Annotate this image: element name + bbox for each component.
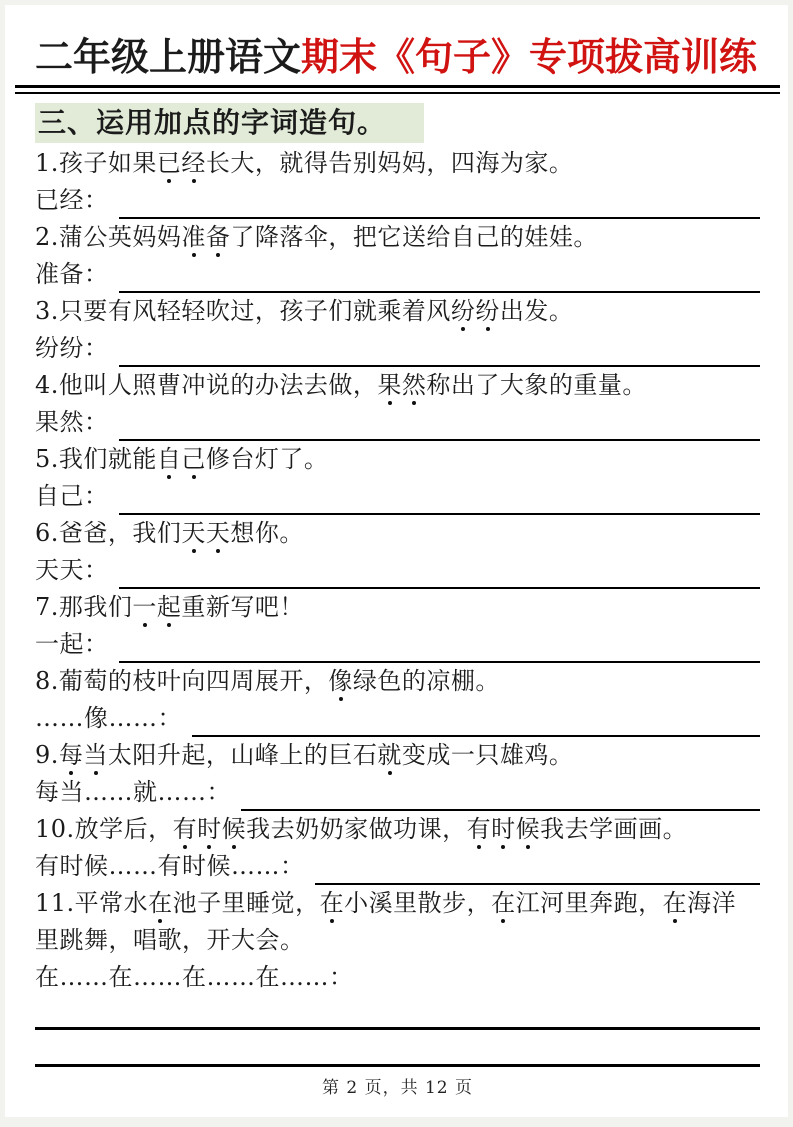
emphasized-char: 备 [205,222,231,251]
sentence-text: 8.葡萄的枝叶向四周展开，像绿色的凉棚。 [35,666,500,695]
emphasized-char: 天 [181,518,206,547]
exercise-item [35,885,760,996]
answer-blank-line [119,410,761,441]
answer-row [35,478,760,515]
answer-row [35,330,760,367]
sentence-text: 3.只要有风轻轻吹过，孩子们就乘着风纷纷出发。 [35,296,574,325]
emphasized-char: 纷 [450,296,476,325]
sentence-text: 2.蒲公英妈妈准备了降落伞，把它送给自己的娃娃。 [35,222,598,251]
emphasized-char: 起 [156,592,182,621]
emphasized-char: 天 [205,518,231,547]
answer-blank-line [119,188,761,219]
answer-row [35,626,760,663]
exercise-item [35,441,760,515]
answer-blank-line [119,262,761,293]
answer-prompt: 在……在……在……在……： [35,962,354,991]
emphasized-char: 在 [662,888,688,917]
sentence-text: 11.平常水在池子里睡觉，在小溪里散步，在江河里奔跑，在海洋里跳舞，唱歌，开大会。 [35,888,737,954]
emphasized-char: 果 [377,370,402,399]
item-number: 4. [35,370,59,399]
answer-prompt: 每当……就……： [35,777,231,806]
emphasized-char: 时 [491,814,516,843]
page-number: 第 2 页，共 12 页 [321,1077,474,1098]
answer-blank-line [119,632,761,663]
answer-row [35,182,760,219]
emphasized-char: 己 [181,444,206,473]
answer-prompt: 准备： [35,259,109,288]
section-heading: 三、运用加点的字词造句。 [35,103,424,143]
answer-row [35,959,760,996]
title-divider [15,85,780,94]
exercise-item [35,515,760,589]
emphasized-char: 经 [181,148,206,177]
answer-row [35,404,760,441]
answer-row [35,552,760,589]
item-number: 3. [35,296,59,325]
exercise-item [35,145,760,219]
item-number: 10. [35,814,75,843]
sentence-text: 9.每当太阳升起，山峰上的巨石就变成一只雄鸡。 [35,740,574,769]
answer-row [35,700,760,737]
answer-prompt: ……像……： [35,703,182,732]
item-number: 5. [35,444,59,473]
emphasized-char: 然 [401,370,427,399]
emphasized-char: 候 [515,814,541,843]
item-number: 7. [35,592,59,621]
exercise-list [35,145,760,996]
answer-prompt: 自己： [35,481,109,510]
exercise-item [35,663,760,737]
emphasized-char: 准 [181,222,206,251]
answer-blank-line [119,558,761,589]
answer-blank-line [119,336,761,367]
exercise-item [35,737,760,811]
item-number: 1. [35,148,59,177]
emphasized-char: 像 [328,666,353,695]
answer-prompt: 天天： [35,555,109,584]
emphasized-char: 有 [172,814,198,843]
item-number: 8. [35,666,59,695]
emphasized-char: 就 [377,740,402,769]
emphasized-char: 当 [83,740,108,769]
answer-blank-line [192,706,760,737]
page-title-black: 二年级上册语文 [35,34,302,79]
emphasized-char: 在 [319,888,345,917]
answer-prompt: 纷纷： [35,333,109,362]
emphasized-char: 每 [58,740,84,769]
sentence-text: 6.爸爸，我们天天想你。 [35,518,304,547]
answer-row [35,256,760,293]
emphasized-char: 自 [156,444,182,473]
exercise-item [35,293,760,367]
exercise-item [35,811,760,885]
sentence-text: 10.放学后，有时候我去奶奶家做功课，有时候我去学画画。 [35,814,688,843]
answer-blank-line [241,780,760,811]
sentence-text: 5.我们就能自己修台灯了。 [35,444,329,473]
sentence-text: 7.那我们一起重新写吧！ [35,592,304,621]
answer-prompt: 有时候……有时候……： [35,851,305,880]
sentence-text: 4.他叫人照曹冲说的办法去做，果然称出了大象的重量。 [35,370,647,399]
worksheet-page [5,5,788,1117]
emphasized-char: 一 [132,592,157,621]
emphasized-char: 有 [466,814,492,843]
item-number: 2. [35,222,59,251]
answer-row [35,774,760,811]
extra-answer-lines [35,996,760,1067]
answer-blank-line [315,854,761,885]
extra-answer-line [35,1030,760,1067]
emphasized-char: 纷 [475,296,500,325]
emphasized-char: 已 [156,148,182,177]
exercise-item [35,219,760,293]
answer-prompt: 一起： [35,629,109,658]
answer-row [35,848,760,885]
page-title [35,35,760,79]
exercise-item [35,589,760,663]
extra-answer-line [35,996,760,1030]
item-number: 6. [35,518,59,547]
item-number: 9. [35,740,59,769]
page-title-red: 期末《句子》专项拔高训练 [301,34,758,79]
answer-prompt: 果然： [35,407,109,436]
emphasized-char: 在 [148,888,173,917]
exercise-item [35,367,760,441]
sentence-text: 1.孩子如果已经长大，就得告别妈妈，四海为家。 [35,148,574,177]
emphasized-char: 时 [197,814,222,843]
emphasized-char: 候 [221,814,247,843]
answer-blank-line [119,484,761,515]
answer-prompt: 已经： [35,185,109,214]
emphasized-char: 在 [491,888,516,917]
item-number: 11. [35,888,75,917]
